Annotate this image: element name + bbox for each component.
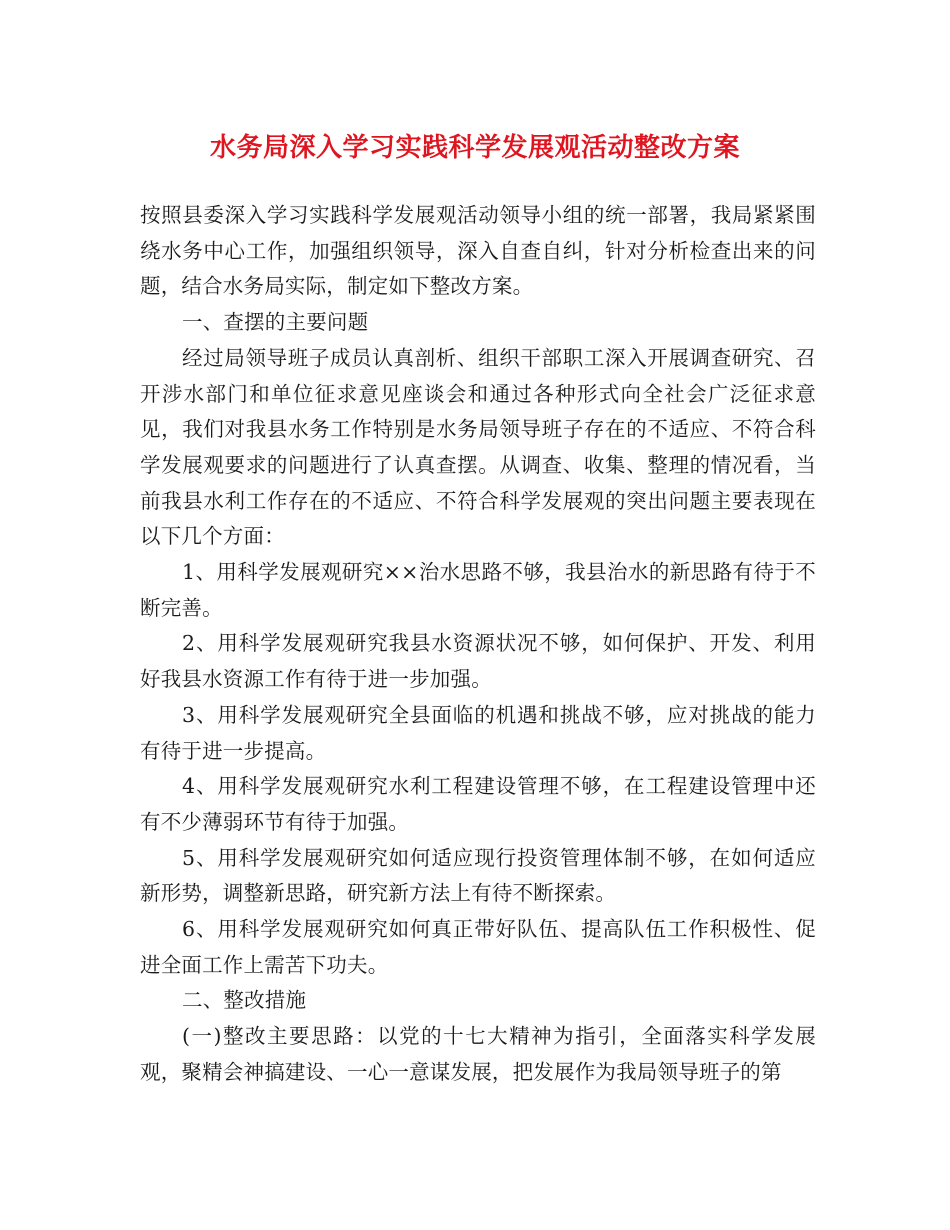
document-body — [140, 198, 816, 1091]
problems-overview-paragraph: 经过局领导班子成员认真剖析、组织干部职工深入开展调查研究、召开涉水部门和单位征求意见座谈会和通过各种形式向全社会广泛征求意见，我们对我县水务工作特别是水务局领导班子存在的不适应、不符合科学发展观要求的问题进行了认真查摆。从调查、收集、整理的情况看，当前我县水利工作存在的不适应、不符合科学发展观的突出问题主要表现在以下几个方面： — [140, 345, 816, 549]
section-heading-problems: 一、查摆的主要问题 — [182, 310, 369, 335]
document-title: 水务局深入学习实践科学发展观活动整改方案 — [209, 133, 740, 163]
problem-item: 1、用科学发展观研究××治水思路不够，我县治水的新思路有待于不断完善。 — [140, 560, 816, 620]
problem-item: 2、用科学发展观研究我县水资源状况不够，如何保护、开发、利用好我县水资源工作有待于进一步加强。 — [140, 631, 816, 692]
problem-item: 3、用科学发展观研究全县面临的机遇和挑战不够，应对挑战的能力有待于进一步提高。 — [140, 702, 816, 763]
problem-item: 4、用科学发展观研究水利工程建设管理不够，在工程建设管理中还有不少薄弱环节有待于加强。 — [140, 774, 816, 834]
measures-paragraph: (一)整改主要思路：以党的十七大精神为指引，全面落实科学发展观，聚精会神搞建设、一心一意谋发展，把发展作为我局领导班子的第 — [140, 1024, 816, 1084]
intro-paragraph: 按照县委深入学习实践科学发展观活动领导小组的统一部署，我局紧紧围绕水务中心工作，加强组织领导，深入自查自纠，针对分析检查出来的问题，结合水务局实际，制定如下整改方案。 — [140, 203, 816, 299]
problem-item: 6、用科学发展观研究如何真正带好队伍、提高队伍工作积极性、促进全面工作上需苦下功夫。 — [140, 917, 816, 977]
section-heading-measures: 二、整改措施 — [182, 988, 307, 1013]
problem-item: 5、用科学发展观研究如何适应现行投资管理体制不够，在如何适应新形势，调整新思路，研究新方法上有待不断探索。 — [140, 845, 816, 906]
